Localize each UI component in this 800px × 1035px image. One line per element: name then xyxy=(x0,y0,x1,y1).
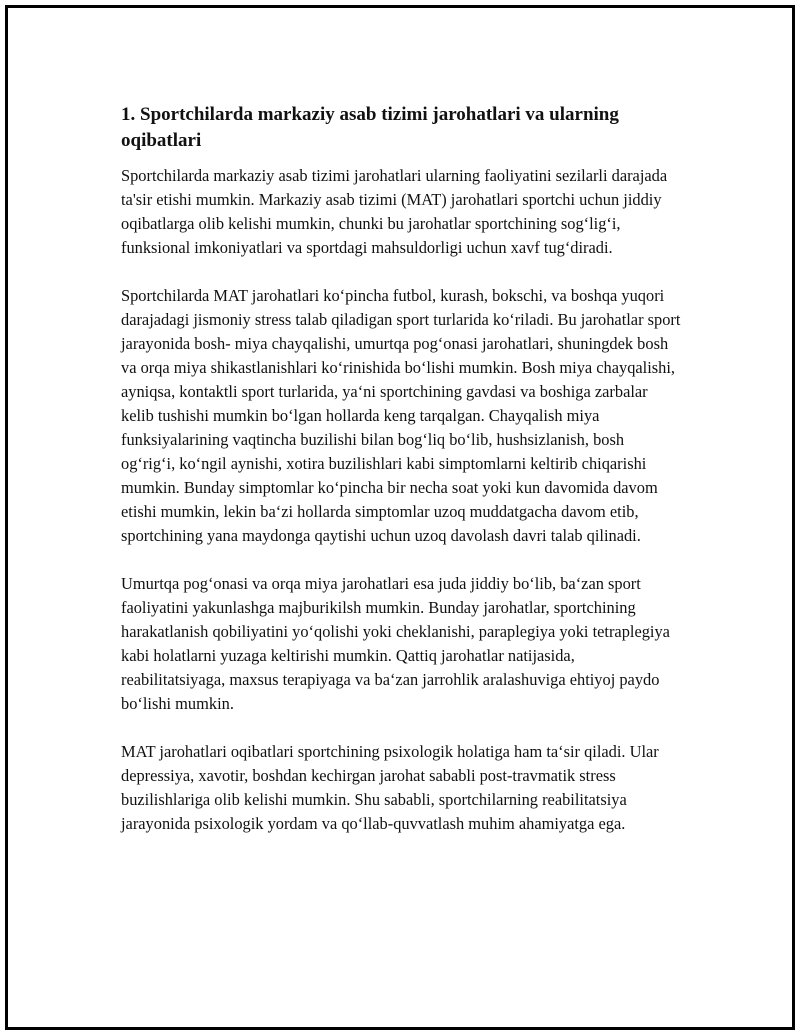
document-body xyxy=(121,102,681,860)
page-frame xyxy=(5,5,795,1030)
paragraph-intro: Sportchilarda markaziy asab tizimi jarohatlari ularning faoliyatini sezilarli darajada ta'sir etishi mumkin. Markaziy asab tizimi (MAT) jarohatlari sportchi uchun jiddiy oqibatlarga olib kelishi mumkin, chunki bu jarohatlar sportchining sog‘lig‘i, funksional imkoniyatlari va sportdagi mahsuldorligi uchun xavf tug‘diradi. xyxy=(121,166,668,257)
section-title: 1. Sportchilarda markaziy asab tizimi jarohatlari va ularning oqibatlari xyxy=(121,104,619,151)
paragraph-psychological-effects: MAT jarohatlari oqibatlari sportchining psixologik holatiga ham ta‘sir qiladi. Ular depressiya, xavotir, boshdan kechirgan jarohat sababli post-travmatik stress buzilishlariga olib kelishi mumkin. Shu sababli, sportchilarning reabilitatsiya jarayonida psixologik yordam va qo‘llab-quvvatlash muhim ahamiyatga ega. xyxy=(121,742,659,833)
paragraph-spinal-injuries: Umurtqa pog‘onasi va orqa miya jarohatlari esa juda jiddiy bo‘lib, ba‘zan sport faoliyatini yakunlashga majburikilsh mumkin. Bunday jarohatlar, sportchining harakatlanish qobiliyatini yo‘qolishi yoki cheklanishi, paraplegiya yoki tetraplegiya kabi holatlarni yuzaga keltirishi mumkin. Qattiq jarohatlar natijasida, reabilitatsiyaga, maxsus terapiyaga va ba‘zan jarrohlik aralashuviga ehtiyoj paydo bo‘lishi mumkin. xyxy=(121,574,670,713)
paragraph-injury-types: Sportchilarda MAT jarohatlari ko‘pincha futbol, kurash, bokschi, va boshqa yuqori darajadagi jismoniy stress talab qiladigan sport turlarida ko‘riladi. Bu jarohatlar sport jarayonida bosh- miya chayqalishi, umurtqa pog‘onasi jarohatlari, shuningdek bosh va orqa miya shikastlanishlari ko‘rinishida bo‘lishi mumkin. Bosh miya chayqalishi, ayniqsa, kontaktli sport turlarida, ya‘ni sportchining gavdasi va boshiga zarbalar kelib tushishi mumkin bo‘lgan hollarda keng tarqalgan. Chayqalish miya funksiyalarining vaqtincha buzilishi bilan bog‘liq bo‘lib, hushsizlanish, bosh og‘rig‘i, ko‘ngil aynishi, xotira buzilishlari kabi simptomlarni keltirib chiqarishi mumkin. Bunday simptomlar ko‘pincha bir necha soat yoki kun davomida davom etishi mumkin, lekin ba‘zi hollarda simptomlar uzoq muddatgacha davom etib, sportchining yana maydonga qaytishi uchun uzoq davolash davri talab qilinadi. xyxy=(121,286,681,545)
